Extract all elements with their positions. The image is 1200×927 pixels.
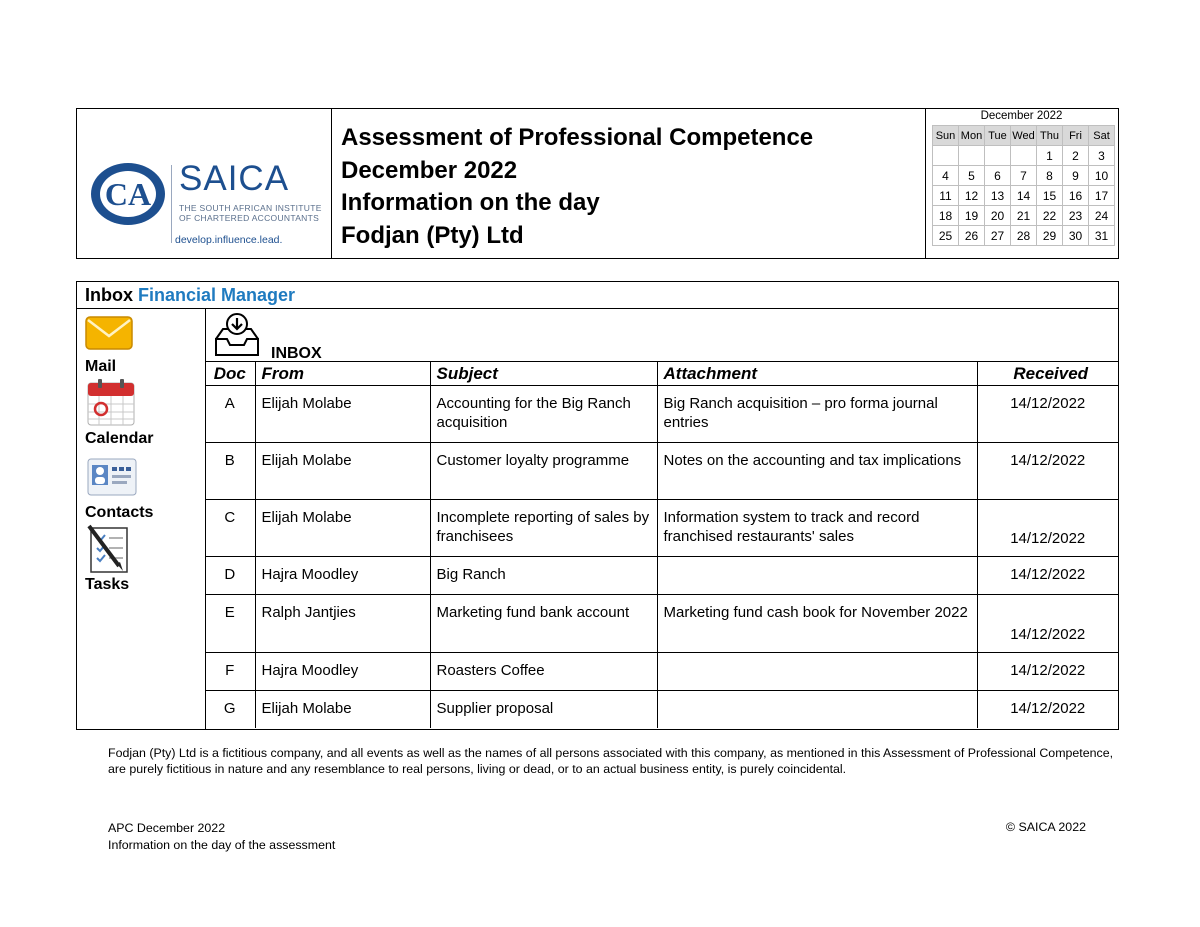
cell-from: Elijah Molabe [255, 386, 430, 443]
cell-received: 14/12/2022 [977, 691, 1118, 728]
weekday-label: Sun [933, 126, 959, 146]
calendar-day: 22 [1037, 206, 1063, 226]
sidebar-item-calendar[interactable]: Calendar [85, 430, 154, 447]
calendar-day: 31 [1089, 226, 1115, 246]
cell-doc: D [205, 557, 255, 595]
calendar-day: 13 [985, 186, 1011, 206]
inbox-banner [205, 308, 1118, 362]
inbox-panel [76, 281, 1119, 730]
column-header-attachment: Attachment [657, 362, 977, 386]
inbox-header [77, 282, 1118, 309]
calendar-day: 18 [933, 206, 959, 226]
calendar-day: 6 [985, 166, 1011, 186]
cell-doc: G [205, 691, 255, 728]
calendar-day [985, 146, 1011, 166]
calendar-day: 8 [1037, 166, 1063, 186]
cell-from: Hajra Moodley [255, 557, 430, 595]
table-header-row [205, 362, 1118, 386]
calendar-day: 28 [1011, 226, 1037, 246]
table-row[interactable] [205, 557, 1118, 595]
calendar-day: 30 [1063, 226, 1089, 246]
cell-received: 14/12/2022 [977, 386, 1118, 443]
inbox-table [205, 362, 1118, 728]
cell-doc: A [224, 395, 235, 412]
disclaimer: Fodjan (Pty) Ltd is a fictitious company, and all events as well as the names of all persons associated with this company, as mentioned in this Assessment of Professional Competence, are purely fictitious in nature and any resemblance to real persons, living or dead, or to an actual business entity, is purely coincidental. [108, 746, 1114, 776]
saica-logo [89, 159, 329, 254]
cell-subject: Supplier proposal [430, 691, 657, 728]
footer-doc-label: Information on the day of the assessment [108, 838, 336, 852]
calendar-day: 19 [959, 206, 985, 226]
cell-subject: Customer loyalty programme [430, 443, 657, 500]
cell-subject: Big Ranch [430, 557, 657, 595]
sidebar-item-mail[interactable]: Mail [85, 358, 117, 375]
cell-subject: Roasters Coffee [430, 653, 657, 691]
sidebar-item-contacts[interactable]: Contacts [85, 504, 154, 521]
cell-from: Elijah Molabe [255, 691, 430, 728]
calendar-day: 27 [985, 226, 1011, 246]
cell-doc: B [205, 443, 255, 500]
cell-doc: F [205, 653, 255, 691]
ca-mark-text: CA [104, 176, 152, 212]
calendar-day: 16 [1063, 186, 1089, 206]
table-row[interactable] [205, 500, 1118, 557]
weekday-label: Thu [1037, 126, 1063, 146]
calendar-day: 21 [1011, 206, 1037, 226]
weekday-label: Fri [1063, 126, 1089, 146]
calendar-day: 2 [1063, 146, 1089, 166]
calendar-day: 4 [933, 166, 959, 186]
column-header-subject: Subject [430, 362, 657, 386]
calendar-day: 17 [1089, 186, 1115, 206]
logo-divider [171, 165, 172, 243]
title-line-3: Information on the day [341, 189, 600, 216]
calendar-day [1011, 146, 1037, 166]
calendar-day: 26 [959, 226, 985, 246]
weekday-label: Mon [959, 126, 985, 146]
calendar-day: 23 [1063, 206, 1089, 226]
calendar-day: 20 [985, 206, 1011, 226]
cell-from: Ralph Jantjies [255, 595, 430, 653]
column-header-received: Received [977, 362, 1118, 386]
mini-calendar [925, 109, 1118, 258]
calendar-day: 29 [1037, 226, 1063, 246]
column-header-doc: Doc [205, 362, 255, 386]
title-line-1: Assessment of Professional Competence [341, 124, 814, 151]
calendar-day: 15 [1037, 186, 1063, 206]
footer-left [108, 820, 335, 854]
calendar-day: 3 [1089, 146, 1115, 166]
weekday-label: Wed [1011, 126, 1037, 146]
cell-subject: Accounting for the Big Ranch acquisition [430, 386, 657, 443]
document-title [341, 122, 813, 252]
table-row[interactable] [205, 595, 1118, 653]
calendar-grid [932, 125, 1115, 246]
inbox-label: INBOX [271, 345, 322, 362]
cell-attachment[interactable]: Big Ranch acquisition – pro forma journal entries [657, 386, 977, 443]
calendar-day: 1 [1037, 146, 1063, 166]
inbox-sidebar [77, 308, 206, 729]
cell-subject: Marketing fund bank account [430, 595, 657, 653]
table-row[interactable] [205, 653, 1118, 691]
logo-cell [77, 109, 332, 258]
cell-attachment[interactable]: Information system to track and record franchised restaurants' sales [657, 500, 977, 557]
inbox-tray-icon [213, 311, 261, 357]
saica-subtitle: THE SOUTH AFRICAN INSTITUTE OF CHARTERED ACCOUNTANTS [179, 203, 322, 223]
footer-copyright: © SAICA 2022 [1005, 820, 1086, 834]
calendar-day: 25 [933, 226, 959, 246]
cell-received: 14/12/2022 [977, 500, 1118, 557]
calendar-day: 12 [959, 186, 985, 206]
inbox-title [85, 285, 295, 306]
cell-attachment[interactable]: Marketing fund cash book for November 2022 [657, 595, 977, 653]
cell-attachment[interactable] [657, 691, 977, 728]
calendar-day: 5 [959, 166, 985, 186]
inbox-main [205, 308, 1118, 729]
cell-subject: Incomplete reporting of sales by franchisees [430, 500, 657, 557]
document-header [76, 108, 1119, 259]
cell-attachment[interactable]: Notes on the accounting and tax implications [657, 443, 977, 500]
checklist-icon[interactable] [87, 524, 133, 574]
calendar-day: 24 [1089, 206, 1115, 226]
calendar-day [933, 146, 959, 166]
weekday-label: Sat [1089, 126, 1115, 146]
title-line-2: December 2022 [341, 156, 518, 184]
calendar-day: 7 [1011, 166, 1037, 186]
cell-doc: C [205, 500, 255, 557]
calendar-day: 9 [1063, 166, 1089, 186]
cell-from: Hajra Moodley [255, 653, 430, 691]
cell-received: 14/12/2022 [977, 653, 1118, 691]
table-row[interactable] [205, 443, 1118, 500]
cell-received: 14/12/2022 [977, 557, 1118, 595]
cell-from: Elijah Molabe [255, 500, 430, 557]
calendar-day: 10 [1089, 166, 1115, 186]
title-line-4: Fodjan (Pty) Ltd [341, 221, 524, 249]
calendar-day: 14 [1011, 186, 1037, 206]
inbox-title-role: Financial Manager [138, 285, 296, 305]
contact-card-icon[interactable] [87, 458, 137, 496]
calendar-day: 11 [933, 186, 959, 206]
weekday-label: Tue [985, 126, 1011, 146]
cell-received: 14/12/2022 [977, 443, 1118, 500]
envelope-icon[interactable] [85, 316, 133, 350]
table-row[interactable] [205, 386, 1118, 443]
table-row[interactable] [205, 691, 1118, 728]
ca-logo-icon [89, 161, 167, 227]
saica-wordmark: SAICA [179, 159, 290, 198]
cell-from: Elijah Molabe [255, 443, 430, 500]
cell-attachment[interactable] [657, 653, 977, 691]
saica-tagline: develop.influence.lead. [175, 234, 283, 246]
calendar-day [959, 146, 985, 166]
column-header-from: From [255, 362, 430, 386]
cell-attachment[interactable] [657, 557, 977, 595]
calendar-title: December 2022 [980, 110, 1063, 122]
cell-doc: E [205, 595, 255, 653]
calendar-icon[interactable] [87, 378, 135, 426]
cell-received: 14/12/2022 [977, 595, 1118, 653]
inbox-title-prefix: Inbox [85, 285, 133, 305]
footer-exam-label: APC December 2022 [108, 821, 226, 835]
sidebar-item-tasks[interactable]: Tasks [85, 576, 130, 593]
title-cell [331, 109, 926, 258]
